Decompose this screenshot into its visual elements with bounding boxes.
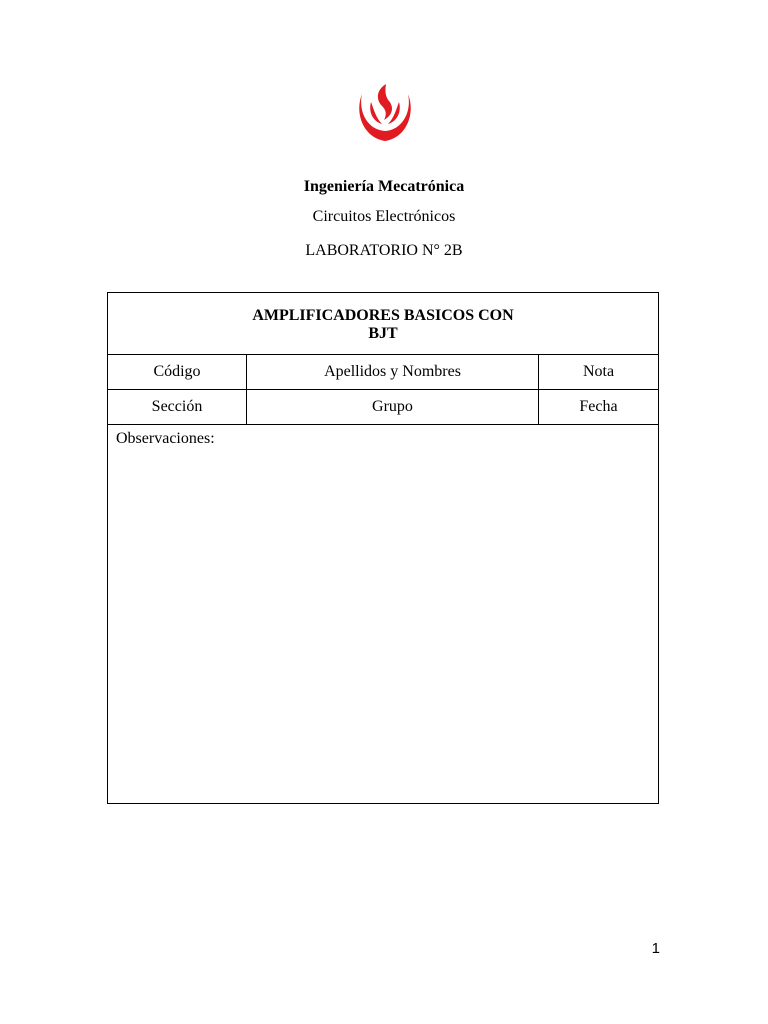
form-row [108,355,659,390]
course-heading: Circuitos Electrónicos [312,208,456,225]
section-label: Sección [108,390,247,425]
form-title-row [108,293,659,355]
form-title: AMPLIFICADORES BASICOS CON BJT [252,306,514,342]
institution-heading: Ingeniería Mecatrónica [303,178,465,195]
grade-label: Nota [539,355,659,390]
page-number: 1 [651,940,660,957]
form-title-cell [108,293,659,355]
lab-cover-form [107,292,659,804]
observations-row [108,425,659,804]
lab-heading: LABORATORIO N° 2B [305,242,463,259]
names-label: Apellidos y Nombres [247,355,539,390]
group-label: Grupo [247,390,539,425]
observations-cell [108,425,659,804]
observations-label: Observaciones: [116,430,215,447]
university-logo-icon [356,80,414,144]
date-label: Fecha [539,390,659,425]
form-row [108,390,659,425]
code-label: Código [108,355,247,390]
